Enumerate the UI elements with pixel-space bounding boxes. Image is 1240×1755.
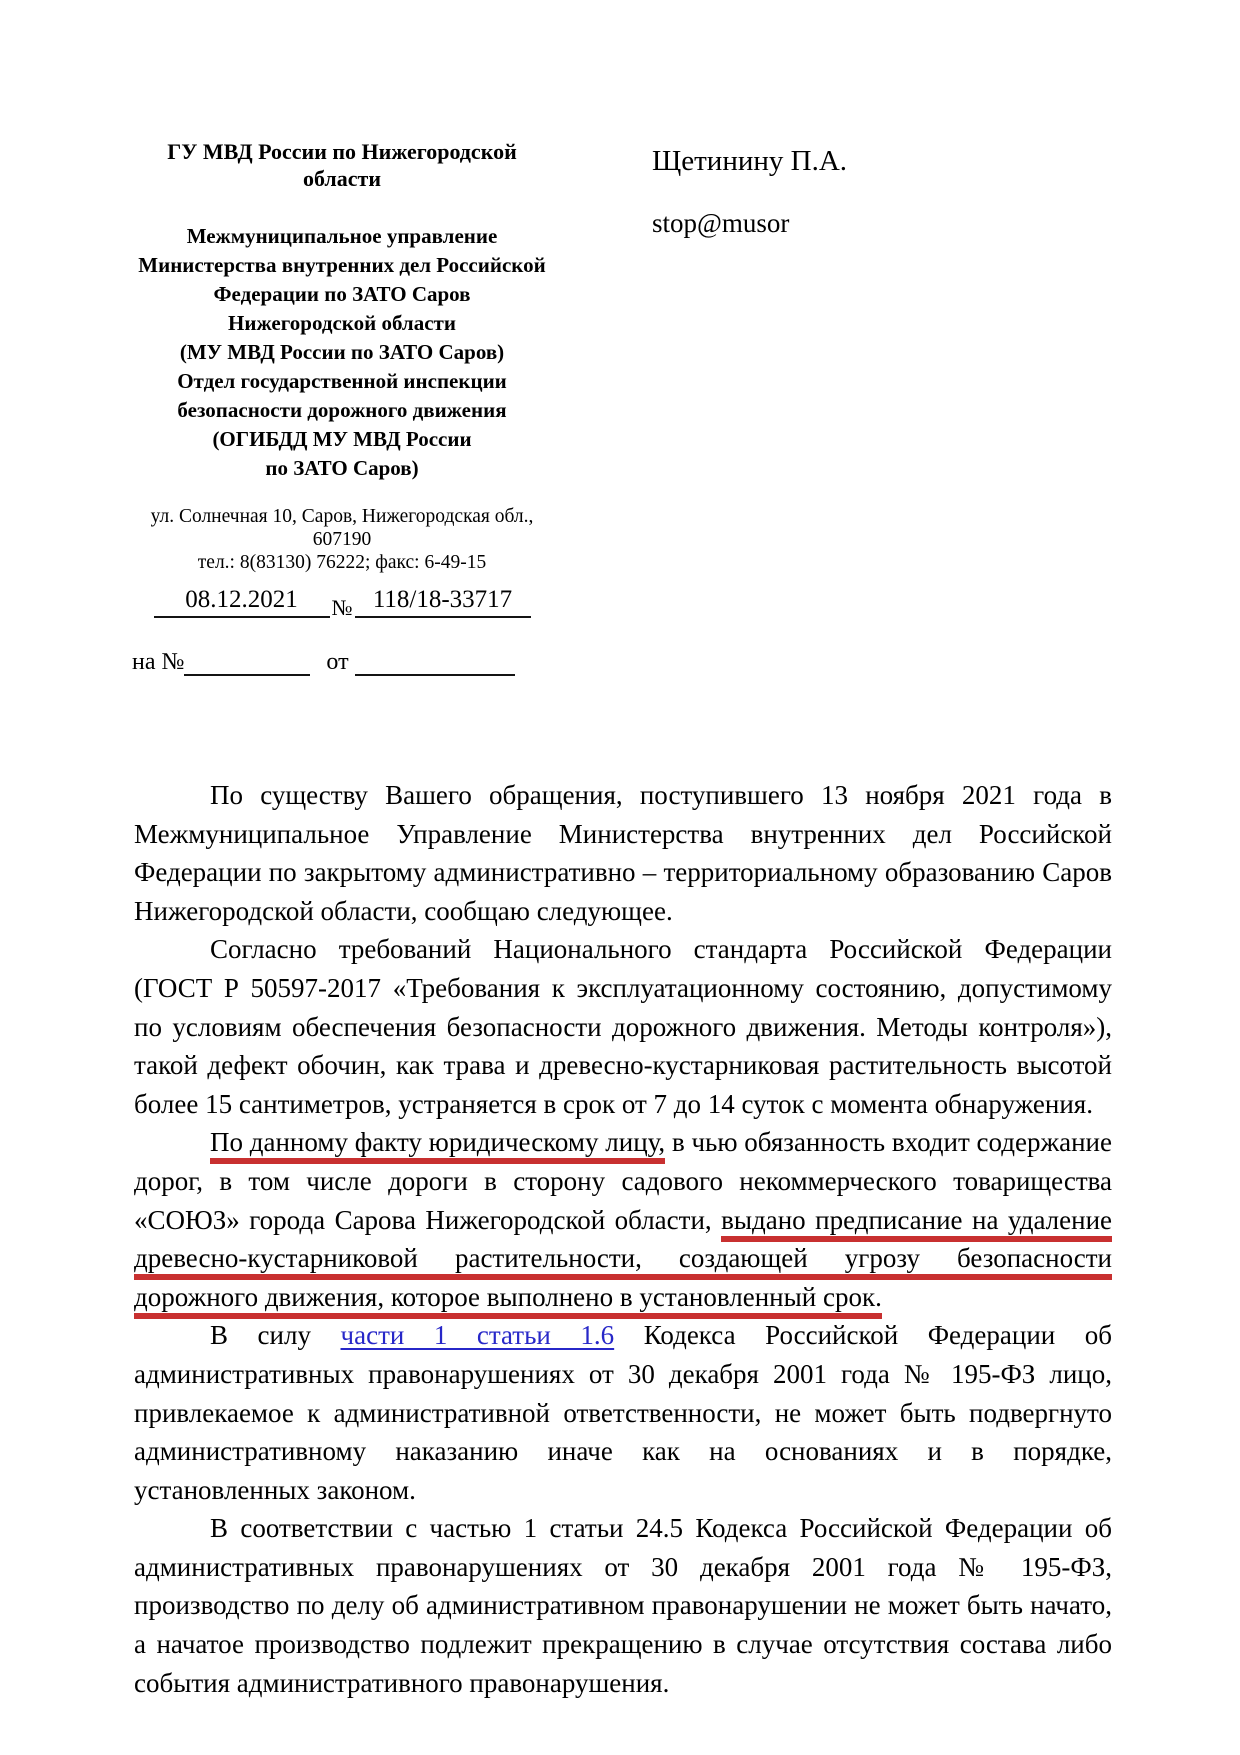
date-number-row bbox=[132, 588, 552, 618]
letterhead-left-column bbox=[132, 138, 552, 676]
org-name-line: безопасности дорожного движения bbox=[177, 398, 507, 422]
paragraph-prescription bbox=[134, 1123, 1112, 1316]
paragraph-intro bbox=[134, 776, 1112, 930]
number-sign: № bbox=[331, 595, 353, 620]
paragraph-prescription-text: в чью обязанность входит содержание дорог, в том числе дороги в сторону садового некоммерческого товарищества «СОЮЗ» города Сарова Нижегородской области, bbox=[134, 1127, 1112, 1235]
paragraph-article-text: Кодекса Российской Федерации об административных правонарушениях от 30 декабря 2001 года № 195-ФЗ лицо, привлекаемое к административной ответственности, не может быть подвергнуто административному наказанию иначе как на основаниях и в порядке, установленных законом. bbox=[134, 1320, 1112, 1505]
org-name-line: Отдел государственной инспекции bbox=[177, 369, 507, 393]
red-underlined-text: выдано предписание на удаление древесно-кустарниковой растительности, создающей угрозу безопасности дорожного движения, которое выполнено в установленный срок. bbox=[134, 1205, 1112, 1319]
addressee-name: Щетинину П.А. bbox=[652, 145, 848, 177]
org-name-line: Межмуниципальное управление bbox=[186, 224, 498, 248]
org-name-line: Федерации по ЗАТО Саров bbox=[213, 282, 471, 306]
org-name-line: Министерства внутренних дел Российской bbox=[138, 253, 546, 277]
red-underlined-text: По данному факту юридическому лицу, bbox=[210, 1127, 665, 1164]
date-field bbox=[154, 588, 330, 618]
law-article-link[interactable]: части 1 статьи 1.6 bbox=[340, 1320, 615, 1351]
outgoing-number-field bbox=[355, 588, 531, 618]
paragraph-gost-text: Согласно требований Национального стандарта Российской Федерации (ГОСТ Р 50597-2017 «Требования к эксплуатационному состоянию, допустимому по условиям обеспечения безопасности дорожного движения. Методы контроля»), такой дефект обочин, как трава и древесно-кустарниковая растительность высотой более 15 сантиметров, устраняется в срок от 7 до 14 суток с момента обнаружения. bbox=[134, 934, 1112, 1119]
reference-number-blank bbox=[184, 646, 310, 676]
outgoing-number-value: 118/18-33717 bbox=[372, 586, 513, 613]
org-name-line: (МУ МВД России по ЗАТО Саров) bbox=[179, 340, 505, 364]
paragraph-article-1-6 bbox=[134, 1316, 1112, 1509]
letter-body bbox=[134, 776, 1112, 1702]
org-name-line: по ЗАТО Саров) bbox=[265, 456, 419, 480]
paragraph-intro-text: По существу Вашего обращения, поступившего 13 ноября 2021 года в Межмуниципальное Управление Министерства внутренних дел Российской Федерации по закрытому административно – территориальному образованию Саров Нижегородской области, сообщаю следующее. bbox=[134, 780, 1112, 926]
reference-date-label: от bbox=[326, 649, 349, 675]
parent-org-name: ГУ МВД России по Нижегородской области bbox=[167, 139, 517, 191]
org-address-line: ул. Солнечная 10, Саров, Нижегородская обл., bbox=[150, 506, 534, 527]
reference-date-blank bbox=[355, 646, 515, 676]
paragraph-article-24-5-text: В соответствии с частью 1 статьи 24.5 Кодекса Российской Федерации об административных правонарушениях от 30 декабря 2001 года № 195-ФЗ, производство по делу об административном правонарушении не может быть начато, а начатое производство подлежит прекращению в случае отсутствия состава либо события административного правонарушения. bbox=[134, 1513, 1112, 1698]
reference-number-row bbox=[132, 646, 552, 676]
org-name-block bbox=[132, 222, 552, 483]
paragraph-gost bbox=[134, 930, 1112, 1123]
org-phone-line: тел.: 8(83130) 76222; факс: 6-49-15 bbox=[197, 552, 487, 573]
paragraph-article-24-5 bbox=[134, 1509, 1112, 1702]
org-address-block bbox=[132, 505, 552, 574]
letterhead bbox=[0, 0, 1240, 676]
letterhead-right-column bbox=[652, 138, 847, 676]
org-name-line: (ОГИБДД МУ МВД России bbox=[212, 427, 472, 451]
paragraph-article-lead: В силу bbox=[210, 1320, 311, 1351]
org-address-line: 607190 bbox=[312, 529, 372, 550]
addressee-email: stop@musor bbox=[652, 208, 790, 238]
date-value: 08.12.2021 bbox=[185, 586, 298, 613]
reference-prefix: на № bbox=[132, 649, 185, 675]
org-name-line: Нижегородской области bbox=[228, 311, 456, 335]
